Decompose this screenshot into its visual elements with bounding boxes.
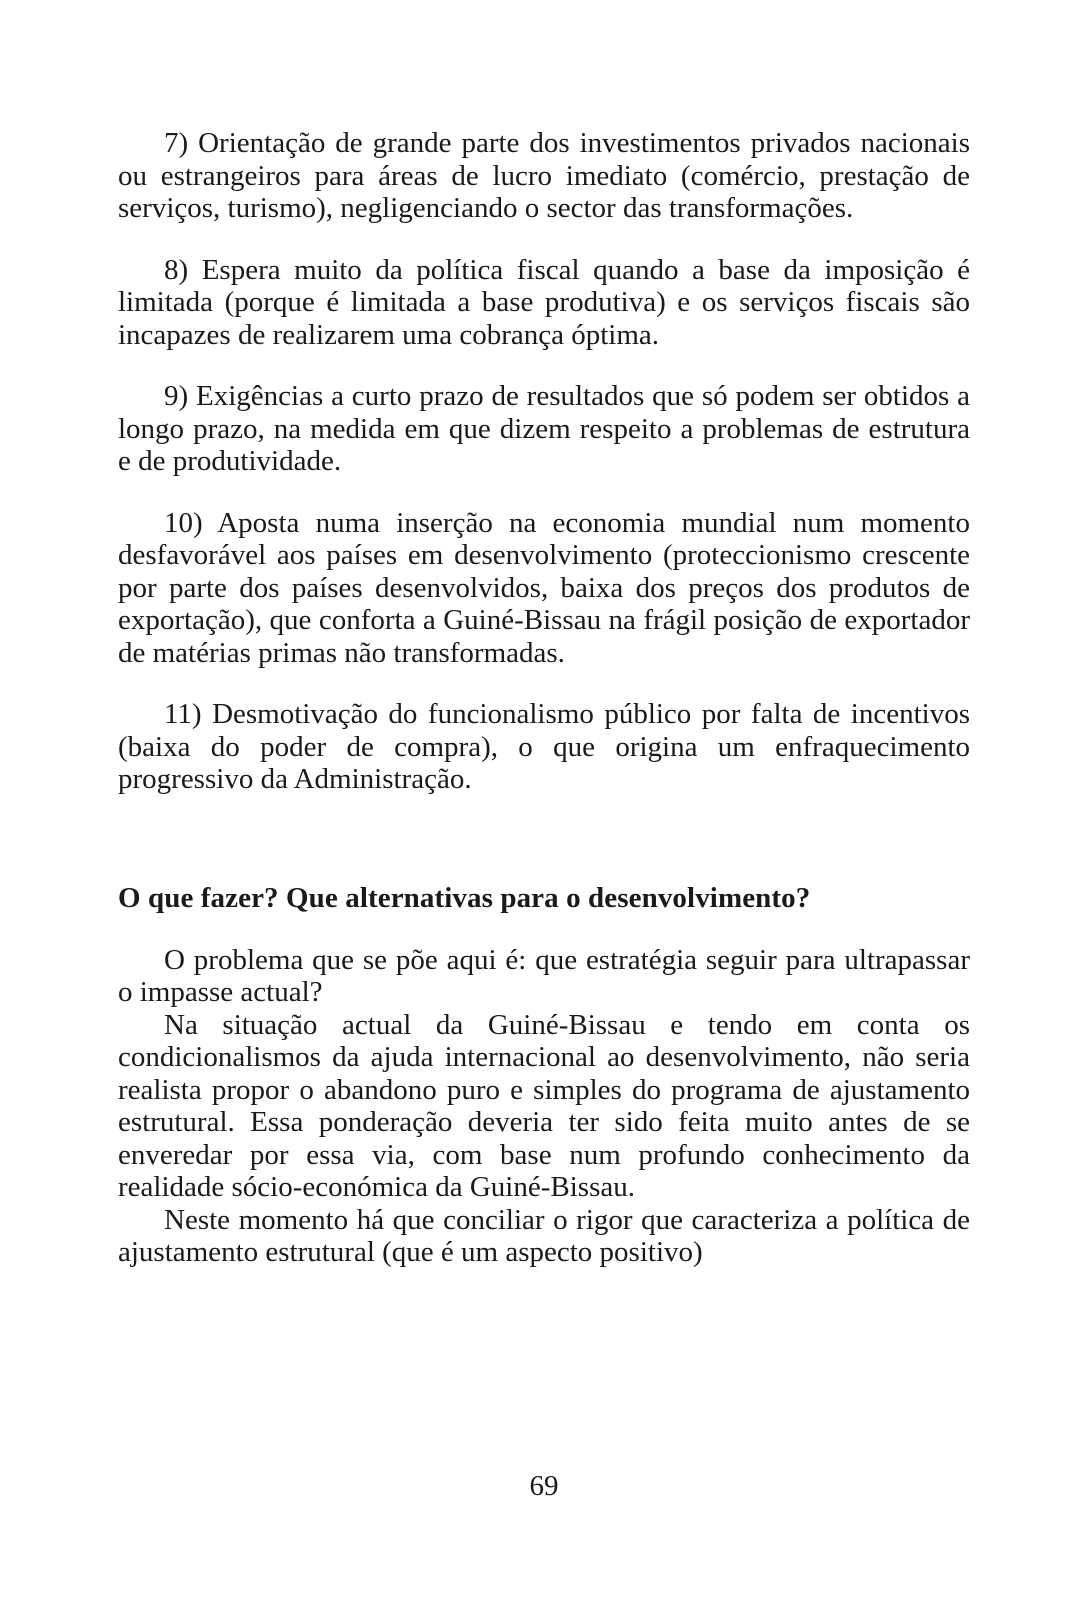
paragraph-3: Neste momento há que conciliar o rigor que caracteriza a política de ajustamento estrutural (que é um aspecto positivo) [118,1203,970,1268]
paragraph-1: O problema que se põe aqui é: que estratégia seguir para ultrapassar o impasse actual? [118,943,970,1008]
page-body [118,127,970,1269]
section-heading: O que fazer? Que alternativas para o desenvolvimento? [118,881,811,914]
page-number: 69 [529,1470,559,1502]
list-item-9: 9) Exigências a curto prazo de resultados que só podem ser obtidos a longo prazo, na medida em que dizem respeito a problemas de estrutura e de produtividade. [118,380,970,477]
list-item-11: 11) Desmotivação do funcionalismo público por falta de incentivos (baixa do poder de compra), o que origina um enfraquecimento progressivo da Administração. [118,698,970,795]
list-item-10: 10) Aposta numa inserção na economia mundial num momento desfavorável aos países em desenvolvimento (proteccionismo crescente por parte dos países desenvolvidos, baixa dos preços dos produtos de exportação), que conforta a Guiné-Bissau na frágil posição de exportador de matérias primas não transformadas. [118,506,970,669]
list-item-7: 7) Orientação de grande parte dos investimentos privados nacionais ou estrangeiros para áreas de lucro imediato (comércio, prestação de serviços, turismo), negligenciando o sector das transformações. [118,127,970,224]
paragraph-2: Na situação actual da Guiné-Bissau e tendo em conta os condicionalismos da ajuda internacional ao desenvolvimento, não seria realista propor o abandono puro e simples do programa de ajustamento estrutural. Essa ponderação deveria ter sido feita muito antes de se enveredar por essa via, com base num profundo conhecimento da realidade sócio-económica da Guiné-Bissau. [118,1008,970,1203]
list-item-8: 8) Espera muito da política fiscal quando a base da imposição é limitada (porque é limitada a base produtiva) e os serviços fiscais são incapazes de realizarem uma cobrança óptima. [118,253,970,351]
